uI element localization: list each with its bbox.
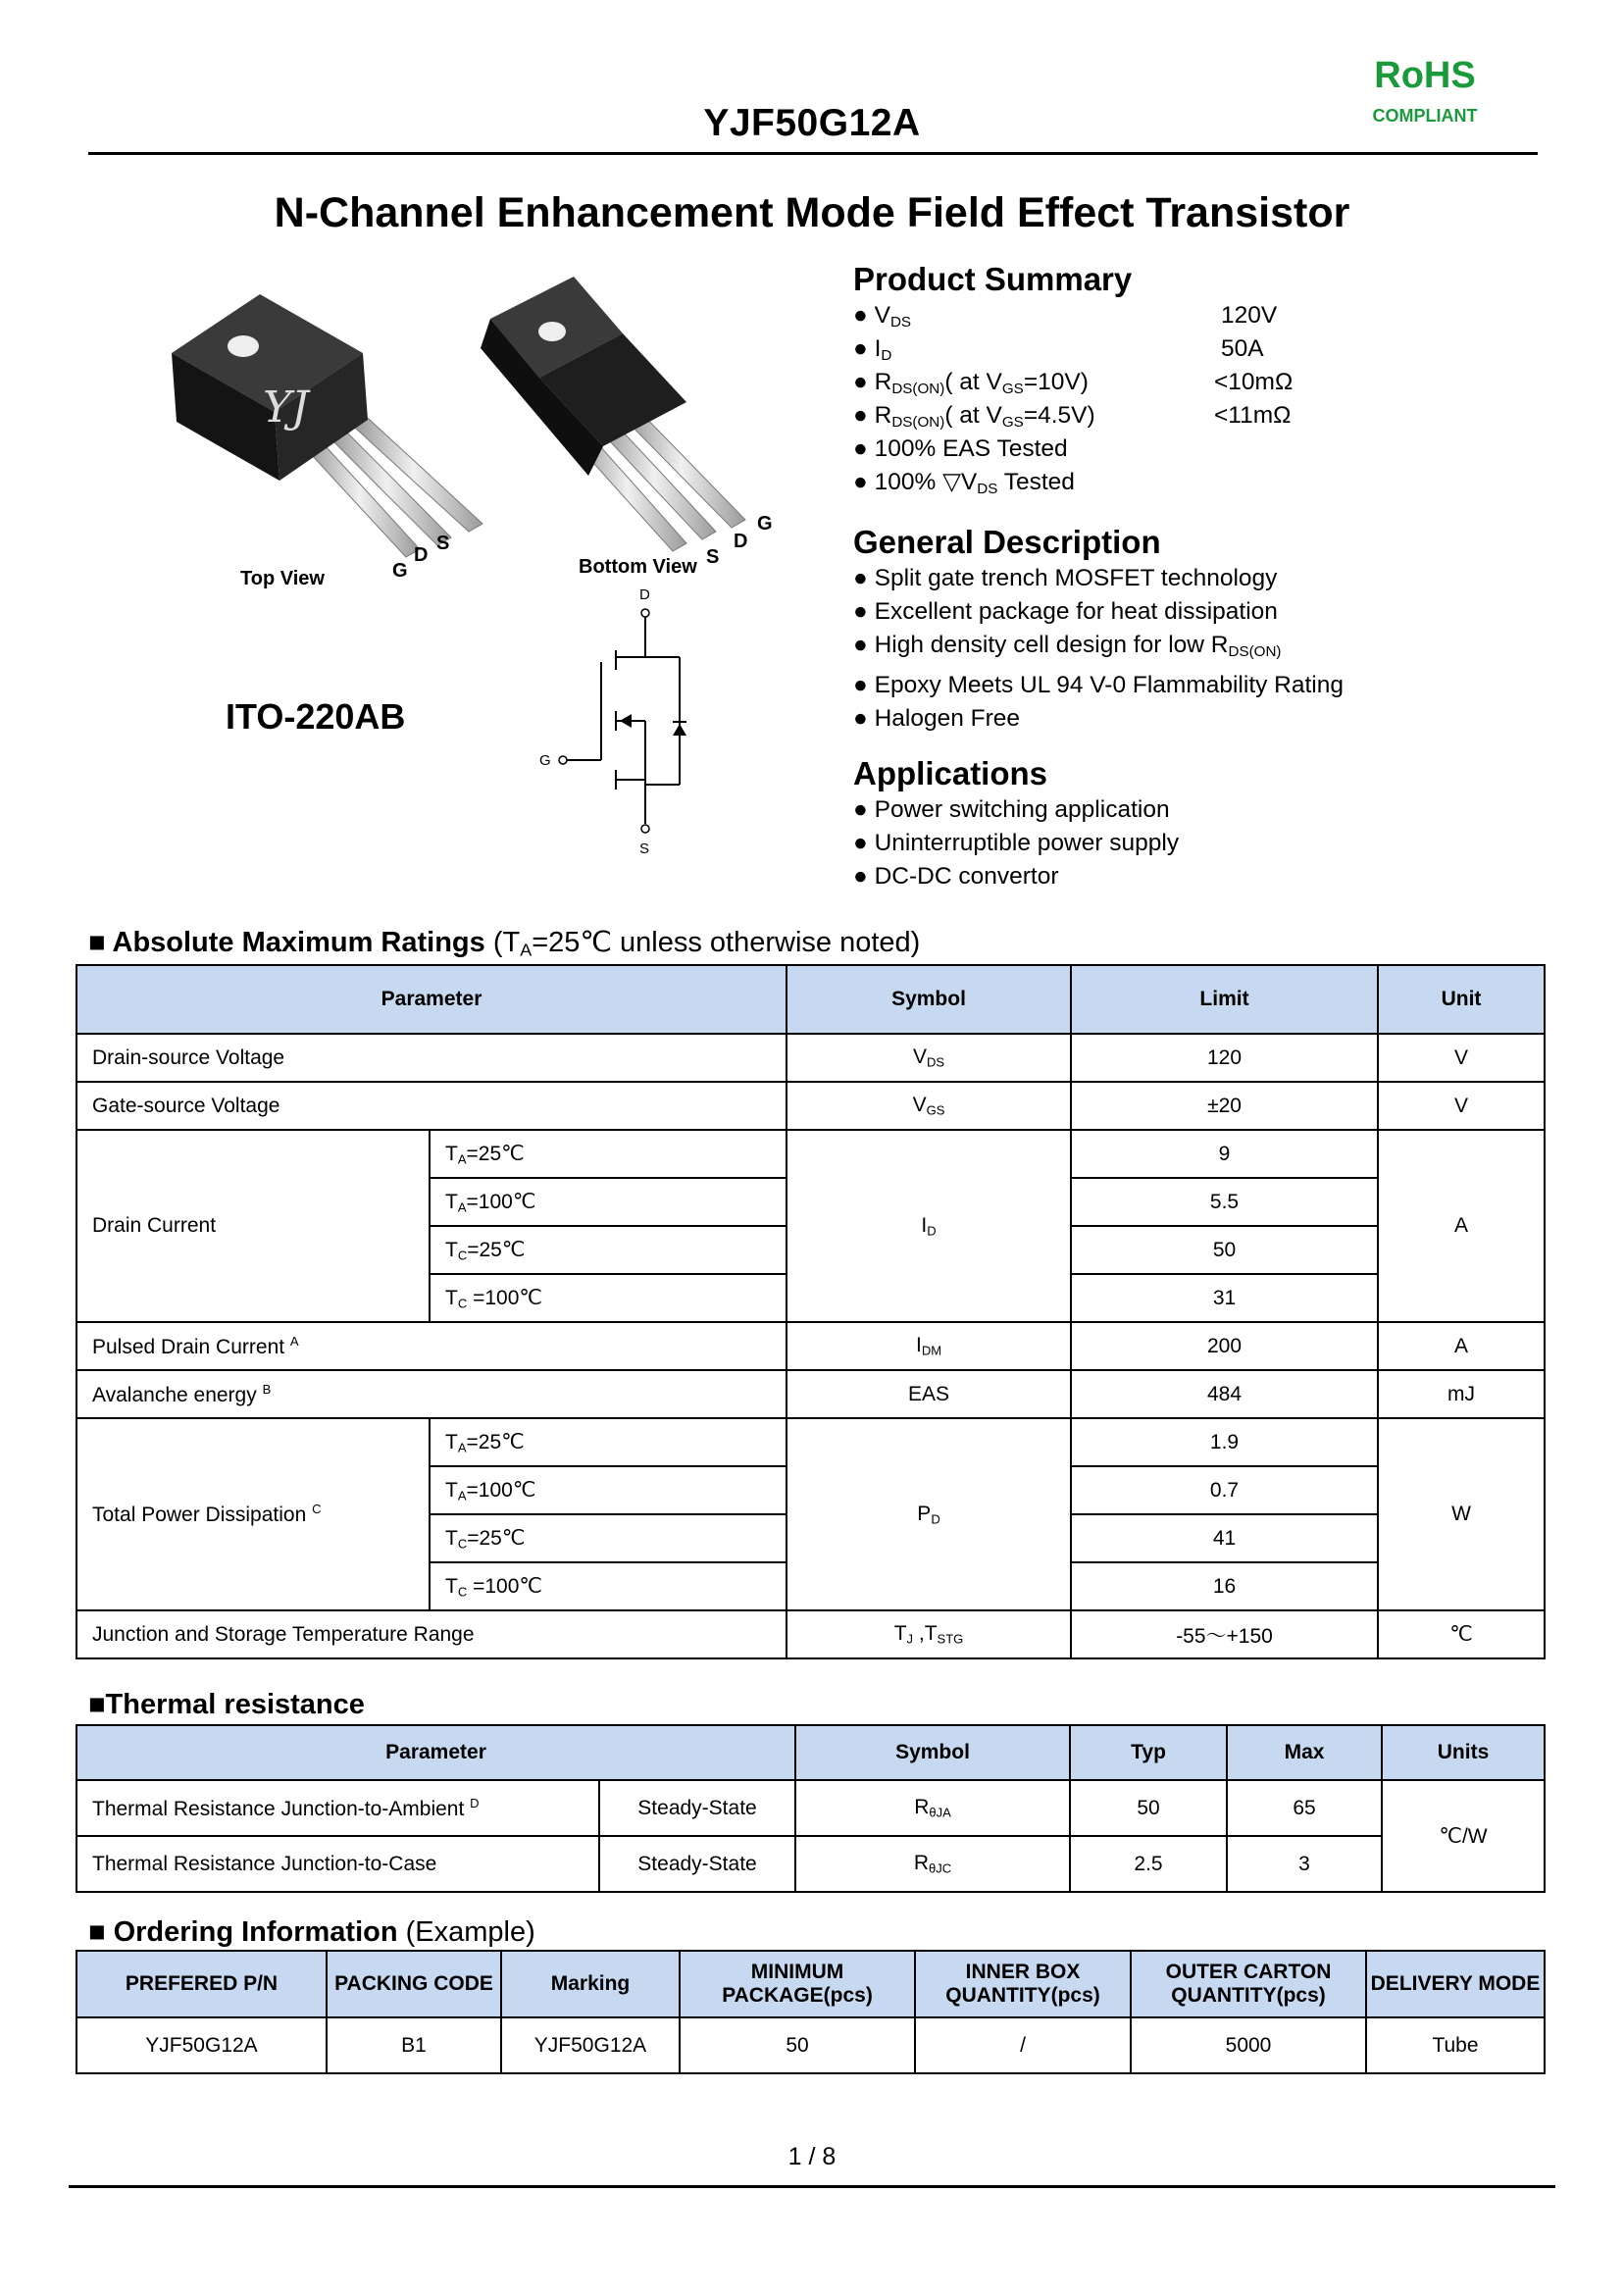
table-row: Junction and Storage Temperature Range $T_J$ $,T_{STG}$ -55～+150 ℃ [76,1610,1545,1658]
pin-label: S [706,546,720,568]
column-header: OUTER CARTON QUANTITY(pcs) [1131,1951,1366,2017]
summary-row: ● $V_{DS}$ 120V [853,299,1559,332]
table-row: Thermal Resistance Junction-to-Case Steady-State $R_{\theta JC}$ 2.5 3 [76,1836,1545,1892]
table-row: $T_C$ =100℃ 16 [76,1562,1545,1610]
column-header: Marking [501,1951,680,2017]
general-description [853,523,1559,736]
ordering-heading: ■ Ordering Information (Example) [88,1916,535,1948]
rohs-compliant: COMPLIANT [1372,106,1478,126]
table-row: Drain Current $T_A=25℃$ $I_D$ 9 A [76,1130,1545,1178]
column-header: PREFERED P/N [76,1951,327,2017]
column-header: Parameter [76,965,787,1034]
list-item: ● Uninterruptible power supply [853,827,1559,860]
column-header: PACKING CODE [327,1951,501,2017]
thermal-heading: ■Thermal resistance [88,1689,365,1720]
pin-label: D [734,531,748,552]
summary-row: ● 100% EAS Tested [853,435,1068,462]
top-view-package [172,294,482,557]
page-number: 1 / 8 [787,2143,837,2170]
list-item: ● Epoxy Meets UL 94 V-0 Flammability Rating [853,669,1559,702]
bottom-view-package [481,277,748,552]
table-row: $T_C$ =100℃ 31 [76,1274,1545,1322]
list-item: ● Power switching application [853,793,1559,827]
column-header: Symbol [787,965,1071,1034]
column-header: Limit [1071,965,1378,1034]
gate-label: G [539,752,551,769]
column-header: Parameter [76,1725,795,1780]
top-view-label: Top View [240,568,325,589]
rohs-label: RoHS [1374,55,1476,96]
table-row: $T_C=25℃$ 50 [76,1226,1545,1274]
column-header: DELIVERY MODE [1366,1951,1545,2017]
yj-logo: YJ [263,382,309,433]
table-row: Avalanche energy $^B$ EAS 484 mJ [76,1370,1545,1418]
amr-heading: ■ Absolute Maximum Ratings ($T_A=25℃$ unless otherwise noted) [88,927,921,960]
thermal-table [76,1724,1546,1893]
footer-rule [69,2185,1555,2188]
table-row: $T_C=25℃$ 41 [76,1514,1545,1562]
amr-table [76,964,1546,1659]
bottom-view-label: Bottom View [579,556,697,578]
general-description-title: General Description [853,524,1161,560]
table-row: Drain-source Voltage $V_{DS}$ 120 V [76,1034,1545,1082]
table-row: YJF50G12A B1 YJF50G12A 50 / 5000 Tube [76,2017,1545,2073]
drain-label: D [639,586,650,603]
pin-label: G [757,513,773,535]
column-header: MINIMUM PACKAGE(pcs) [680,1951,915,2017]
table-row: Total Power Dissipation $^C$ $T_A=25℃$ $P_D$ 1.9 W [76,1418,1545,1466]
column-header: Unit [1378,965,1545,1034]
column-header: Units [1382,1725,1545,1780]
pin-label: G [392,560,408,582]
summary-row: ● $I_D$ 50A [853,332,1559,366]
source-label: S [639,841,650,857]
list-item: ● DC-DC convertor [853,860,1559,893]
table-row: Thermal Resistance Junction-to-Ambient $^D$ Steady-State $R_{\theta JA}$ 50 65 ℃/W [76,1780,1545,1836]
list-item: ● Excellent package for heat dissipation [853,595,1559,629]
table-row: $T_A=100℃$ 5.5 [76,1178,1545,1226]
pin-label: D [414,544,429,566]
header-rule [88,152,1538,155]
column-header: Max [1227,1725,1382,1780]
summary-row: ● $R_{DS(ON)}$( at $V_{GS}=4.5V$) <11mΩ [853,399,1559,433]
table-row: Pulsed Drain Current $^A$ $I_{DM}$ 200 A [76,1322,1545,1370]
product-summary [853,260,1559,499]
package-images [157,265,785,598]
summary-value: 120V [1221,302,1278,329]
column-header: INNER BOX QUANTITY(pcs) [915,1951,1131,2017]
rohs-badge [1361,55,1489,127]
summary-value: <10mΩ [1214,369,1294,395]
summary-value: <11mΩ [1214,402,1292,429]
pin-label: S [436,533,450,554]
table-row: Gate-source Voltage $V_{GS}$ ±20 V [76,1082,1545,1130]
package-name: ITO-220AB [226,696,406,737]
table-row: $T_A=100℃$ 0.7 [76,1466,1545,1514]
list-item: ● Split gate trench MOSFET technology [853,562,1559,595]
header-title: YJF50G12A [703,102,921,144]
summary-row: ● $R_{DS(ON)}$( at $V_{GS}=10V$) <10mΩ [853,366,1559,399]
ordering-table [76,1950,1546,2074]
summary-value: 50A [1221,335,1264,362]
column-header: Symbol [795,1725,1070,1780]
list-item: ● High density cell design for low $R_{DS(ON)}$ [853,629,1559,669]
column-header: Typ [1070,1725,1227,1780]
summary-title: Product Summary [853,261,1133,297]
summary-row: ● 100% $▽V_{DS}$ Tested [853,469,1075,497]
applications [853,754,1559,893]
applications-title: Applications [853,755,1048,791]
doc-title: N-Channel Enhancement Mode Field Effect Transistor [274,189,1350,236]
list-item: ● Halogen Free [853,702,1559,736]
mosfet-symbol [537,584,714,863]
